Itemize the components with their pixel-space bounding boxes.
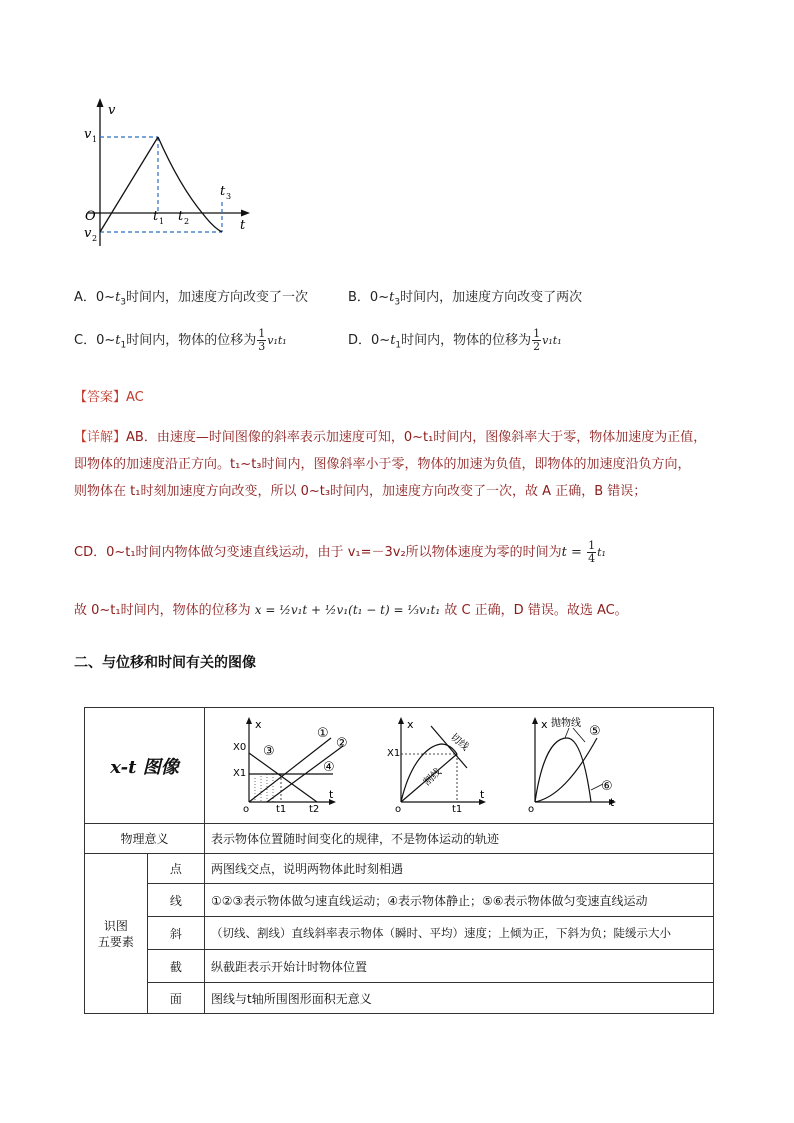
option-d-var: t [390,333,396,348]
option-c-var: t [115,333,121,348]
v1-sub: 1 [92,135,98,144]
row-text-cell [205,983,714,1014]
xt-graphs [205,708,713,820]
g2-o-label: o [395,804,402,815]
g1-circle-4: ④ [323,760,335,775]
g3-circle-5: ⑤ [589,724,601,739]
row-key-xian: 线 [169,893,182,908]
option-d-text: 时间内，物体的位移为 [401,333,532,348]
t1-label: t [153,209,159,224]
xt-graphs-cell [205,708,714,824]
v2-label: v [84,226,92,241]
option-b-prefix: B．0~ [348,290,390,305]
v1-label: v [84,127,92,142]
t-axis-label: t [240,218,246,233]
g1-x1-label: X1 [233,768,247,779]
explanation-block [74,428,724,502]
g1-x0-label: X0 [233,742,247,753]
t1-sub: 1 [159,217,165,226]
meaning-text: 表示物体位置随时间变化的规律，不是物体运动的轨迹 [211,832,500,846]
t-axis-arrow [241,210,250,217]
meaning-label-cell [85,824,205,854]
option-a-prefix: A．0~ [74,290,116,305]
option-d-fraction: $\frac{1}{2}$ [533,327,541,353]
option-a-var: t [115,290,121,305]
option-a-sub: 3 [120,297,127,308]
xt-header-label: x-t 图像 [110,756,179,778]
row-text-cell [205,884,714,917]
row-key-cell [147,983,204,1014]
five-elements-label-2: 五要素 [97,934,134,949]
displacement-formula: x = ½v₁t + ½v₁(t₁ − t) = ⅓v₁t₁ [254,603,441,617]
g1-circle-1: ① [317,726,329,741]
row-key-cell [147,854,204,884]
vt-graph [78,96,258,256]
explanation-line-4c: t₁ [597,546,606,559]
row-key-xie: 斜 [169,926,182,941]
row-key-mian: 面 [169,991,182,1006]
explanation-line-1 [74,428,724,448]
option-c-prefix: C．0~ [74,333,116,348]
g2-secant-label: 割线 [421,766,444,789]
origin-label: O [85,209,96,224]
five-elements-label-cell [85,854,148,1014]
t3-sub: 3 [226,192,232,201]
option-d-tail: v₁t₁ [542,334,562,347]
g3-t-label: t [610,796,615,809]
g2-t1-label: t1 [452,804,463,815]
g3-circle-6: ⑥ [601,779,613,794]
rising-line [100,137,158,232]
v2-sub: 2 [92,234,98,243]
xt-header-cell [85,708,205,824]
g2-x-label: x [407,718,414,731]
g2-tangent-label: 切线 [448,731,471,754]
row-key-dian: 点 [169,862,182,876]
row-text-cell [205,950,714,983]
g3-x-label: x [541,718,548,731]
row-text-xie: （切线、割线）直线斜率表示物体（瞬时、平均）速度；上倾为正，下斜为负；陡缓示大小 [211,926,671,940]
g3-o-label: o [528,804,535,815]
explanation-line-4-fraction: $\frac{1}{4}$ [588,539,596,565]
option-b-var: t [389,290,395,305]
explanation-line-4b: t = [561,545,587,560]
explanation-line-4 [74,540,606,565]
g1-circle-2: ② [336,736,348,751]
row-text-cell [205,917,714,950]
t3-label: t [220,184,226,199]
xt-graph-table [84,707,714,1014]
row-text-mian: 图线与t轴所围图形面积无意义 [211,991,372,1006]
row-key-jie: 截 [169,959,182,974]
five-elements-label-1: 识图 [103,918,128,933]
g1-circle-3: ③ [263,744,275,759]
falling-curve [158,137,222,232]
explanation-line-5b: 故 C 正确，D 错误。故选 AC。 [444,603,628,618]
explanation-line-5a: 故 0~t₁时间内，物体的位移为 [74,603,251,618]
xt-graph-2 [387,717,486,815]
section-title: 二、与位移和时间有关的图像 [74,655,256,671]
option-d-prefix: D．0~ [348,333,391,348]
row-key-cell [147,917,204,950]
option-b-sub: 3 [394,297,401,308]
explanation-line-1-text: AB．由速度—时间图像的斜率表示加速度可知，0~t₁时间内，图像斜率大于零，物体加速度为正值， [126,430,707,445]
row-text-cell [205,854,714,884]
v-axis-label: v [108,103,116,118]
xt-graph-3 [528,716,616,815]
answer-label: 【答案】 [74,390,127,405]
g1-t2-label: t2 [309,804,320,815]
t2-label: t [178,209,184,224]
t2-sub: 2 [184,217,190,226]
option-c[interactable] [74,328,287,353]
meaning-text-cell [205,824,714,854]
option-d-sub: 1 [395,340,402,351]
answer-line [74,386,144,405]
g1-o-label: o [243,804,250,815]
g1-t-label: t [329,788,334,801]
row-text-dian: 两图线交点，说明两物体此时刻相遇 [211,862,404,876]
g2-t-label: t [480,788,485,801]
g1-t1-label: t1 [276,804,287,815]
option-c-tail: v₁t₁ [267,334,287,347]
option-d[interactable] [348,328,562,353]
row-text-jie: 纵截距表示开始计时物体位置 [211,959,368,974]
explanation-line-3: 则物体在 t₁时刻加速度方向改变，所以 0~t₃时间内，加速度方向改变了一次，故 A 正确，B 错误； [74,484,647,499]
option-c-fraction: $\frac{1}{3}$ [258,327,266,353]
meaning-label: 物理意义 [120,832,169,846]
g3-parabola-label: 抛物线 [551,718,581,729]
explanation-line-5 [74,600,628,621]
row-key-cell [147,950,204,983]
g1-x-label: x [255,718,262,731]
g2-x1-label: X1 [387,748,401,759]
option-a-text: 时间内，加速度方向改变了一次 [126,290,309,305]
row-key-cell [147,884,204,917]
option-b-text: 时间内，加速度方向改变了两次 [400,290,583,305]
option-a[interactable] [74,286,308,308]
option-c-sub: 1 [120,340,127,351]
explanation-line-4a: CD．0~t₁时间内物体做匀变速直线运动，由于 v₁=－3v₂所以物体速度为零的时间为 [74,545,562,560]
xt-graph-1 [233,717,348,815]
v-axis-arrow [97,98,104,107]
explanation-label: 【详解】 [74,430,127,445]
option-c-text: 时间内，物体的位移为 [126,333,257,348]
explanation-line-2: 即物体的加速度沿正方向。t₁~t₃时间内，图像斜率小于零，物体的加速为负值，即物体的加速度沿负方向， [74,457,691,472]
answer-value: AC [126,390,144,405]
row-text-xian: ①②③表示物体做匀速直线运动；④表示物体静止；⑤⑥表示物体做匀变速直线运动 [211,893,648,908]
option-b[interactable] [348,286,582,308]
